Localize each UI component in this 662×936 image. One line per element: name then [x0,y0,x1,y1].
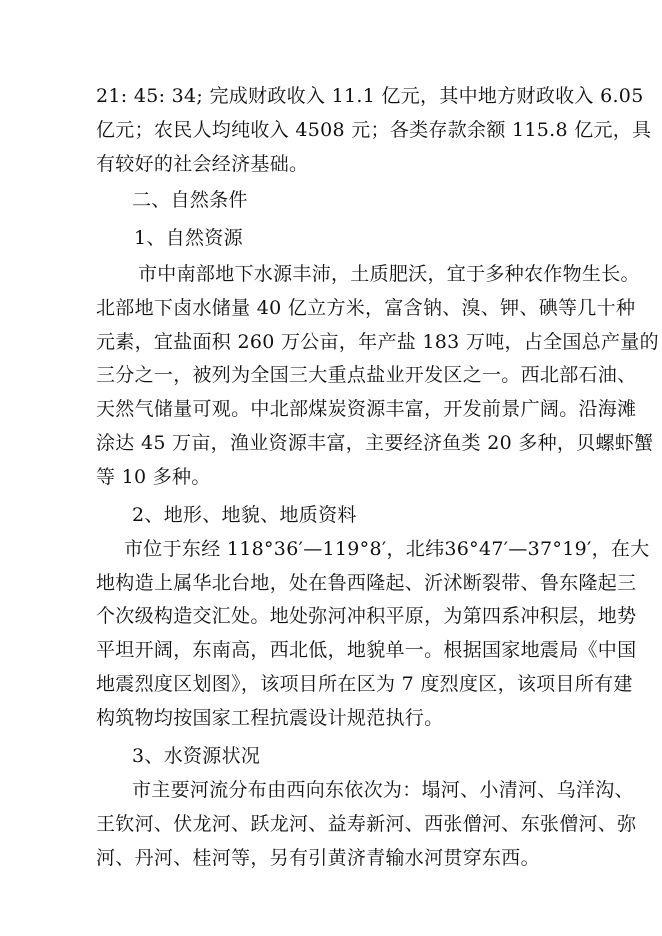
paragraph-line: 21: 45: 34; 完成财政收入 11.1 亿元，其中地方财政收入 6.05 [96,85,644,107]
subsection-heading: 3、水资源状况 [132,745,261,767]
paragraph-line: 市位于东经 118°36′—119°8′，北纬36°47′—37°19′，在大 [124,538,650,560]
paragraph-line: 市主要河流分布由西向东依次为：塌河、小清河、乌洋沟、 [132,779,634,801]
paragraph-line: 河、丹河、桂河等，另有引黄济青输水河贯穿东西。 [96,847,540,869]
paragraph-line: 等 10 多种。 [96,466,211,488]
paragraph-line: 北部地下卤水储量 40 亿立方米，富含钠、溴、钾、碘等几十种 [96,297,636,319]
paragraph-line: 三分之一，被列为全国三大重点盐业开发区之一。西北部石油、 [96,364,637,386]
paragraph-line: 涂达 45 万亩，渔业资源丰富，主要经济鱼类 20 多种，贝螺虾蟹 [96,432,654,454]
paragraph-line: 有较好的社会经济基础。 [96,153,309,175]
paragraph-line: 平坦开阔，东南高，西北低，地貌单一。根据国家地震局《中国 [96,639,637,661]
paragraph-line: 个次级构造交汇处。地处弥河冲积平原，为第四系冲积层，地势 [96,605,637,627]
section-heading: 二、自然条件 [132,189,248,211]
paragraph-line: 地震烈度区划图》，该项目所在区为 7 度烈度区，该项目所有建 [96,673,633,695]
subsection-heading: 2、地形、地貌、地质资料 [132,504,357,526]
paragraph-line: 亿元；农民人均纯收入 4508 元；各类存款余额 115.8 亿元，具 [96,119,652,141]
paragraph-line: 元素，宜盐面积 260 万公亩，年产盐 183 万吨，占全国总产量的 [96,331,659,353]
paragraph-line: 市中南部地下水源丰沛，土质肥沃，宜于多种农作物生长。 [138,263,640,285]
paragraph-line: 天然气储量可观。中北部煤炭资源丰富，开发前景广阔。沿海滩 [96,398,637,420]
paragraph-line: 王钦河、伏龙河、跃龙河、益寿新河、西张僧河、东张僧河、弥 [96,813,637,835]
subsection-heading: 1、自然资源 [134,227,243,249]
paragraph-line: 构筑物均按国家工程抗震设计规范执行。 [96,707,444,729]
paragraph-line: 地构造上属华北台地，处在鲁西隆起、沂沭断裂带、鲁东隆起三 [96,572,637,594]
